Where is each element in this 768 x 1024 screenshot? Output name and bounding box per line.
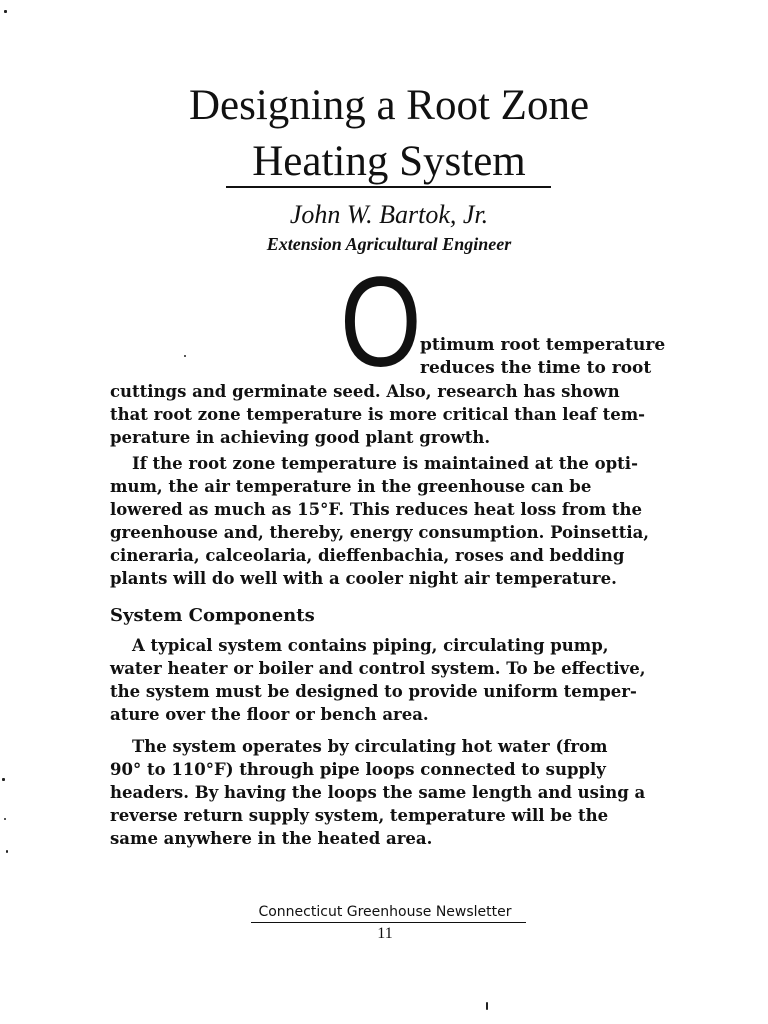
scan-speck <box>2 778 5 781</box>
body-line: A typical system contains piping, circulating pump, <box>132 636 609 655</box>
article-title-line-2: Heating System <box>252 138 526 185</box>
scan-speck <box>4 818 6 820</box>
body-line: reverse return supply system, temperature will be the <box>110 806 609 825</box>
scan-speck <box>486 1002 488 1010</box>
article-title-line-1: Designing a Root Zone <box>188 82 590 129</box>
footer-divider <box>251 922 526 923</box>
body-line: ptimum root temperature <box>420 335 666 355</box>
body-line: The system operates by circulating hot water (from <box>132 737 608 756</box>
author-name: John W. Bartok, Jr. <box>289 200 489 229</box>
body-line: that root zone temperature is more critical than leaf tem- <box>110 405 646 424</box>
newsletter-name: Connecticut Greenhouse Newsletter <box>258 904 512 920</box>
scan-speck <box>6 850 8 853</box>
body-line: If the root zone temperature is maintained at the opti- <box>132 454 638 473</box>
body-line: water heater or boiler and control system. To be effective, <box>110 659 646 678</box>
body-line: mum, the air temperature in the greenhouse can be <box>110 477 592 496</box>
body-line: plants will do well with a cooler night air temperature. <box>110 569 617 588</box>
body-line: perature in achieving good plant growth. <box>110 428 491 447</box>
scan-speck <box>4 10 7 13</box>
title-underline <box>226 186 551 188</box>
page-number: 11 <box>377 925 393 942</box>
body-line: the system must be designed to provide uniform temper- <box>110 682 637 701</box>
drop-cap: O <box>340 251 422 394</box>
body-line: lowered as much as 15°F. This reduces heat loss from the <box>110 500 643 519</box>
body-line: cineraria, calceolaria, dieffenbachia, roses and bedding <box>110 546 625 565</box>
body-line: same anywhere in the heated area. <box>110 829 433 848</box>
body-line: reduces the time to root <box>420 358 652 378</box>
body-line: 90° to 110°F) through pipe loops connected to supply <box>110 760 606 779</box>
body-line: cuttings and germinate seed. Also, research has shown <box>110 382 620 401</box>
body-line: ature over the floor or bench area. <box>110 705 429 724</box>
scan-speck <box>184 355 186 357</box>
body-line: headers. By having the loops the same length and using a <box>110 783 646 802</box>
author-title: Extension Agricultural Engineer <box>266 234 512 254</box>
section-heading: System Components <box>110 605 315 626</box>
body-line: greenhouse and, thereby, energy consumption. Poinsettia, <box>110 523 650 542</box>
